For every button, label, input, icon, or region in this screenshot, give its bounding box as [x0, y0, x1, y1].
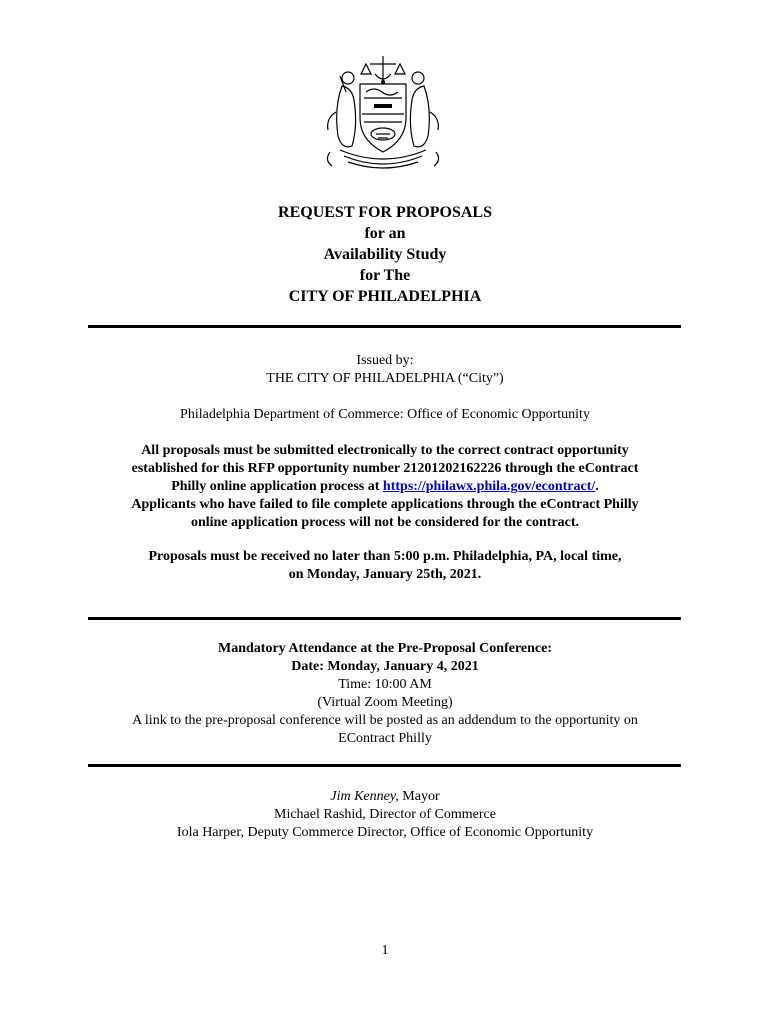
title-line-1: REQUEST FOR PROPOSALS — [278, 204, 492, 221]
conference-block — [40, 640, 730, 748]
submission-line-3 — [40, 478, 730, 496]
department-name: Philadelphia Department of Commerce: Office of Economic Opportunity — [180, 407, 590, 422]
mayor-title: Mayor — [398, 789, 440, 804]
conference-note-1: A link to the pre-proposal conference will be posted as an addendum to the opportunity on — [132, 713, 638, 728]
submission-line-5: online application process will not be considered for the contract. — [190, 515, 580, 530]
conference-time: Time: 10:00 AM — [338, 677, 432, 692]
submission-line-1: All proposals must be submitted electronically to the correct contract opportunity — [141, 443, 629, 458]
submission-line-2: established for this RFP opportunity number 21201202162226 through the eContract — [131, 461, 639, 476]
econtract-link[interactable]: https://philawx.phila.gov/econtract/ — [382, 479, 596, 494]
page-number: 1 — [381, 943, 389, 958]
conference-note-2: EContract Philly — [338, 731, 432, 746]
deputy-line: Iola Harper, Deputy Commerce Director, Office of Economic Opportunity — [176, 825, 594, 840]
title-line-4: for The — [359, 267, 411, 284]
issuer-name: THE CITY OF PHILADELPHIA (“City”) — [266, 371, 504, 386]
title-line-5: CITY OF PHILADELPHIA — [288, 288, 482, 305]
issued-by-label: Issued by: — [356, 353, 414, 368]
submission-line-4: Applicants who have failed to file complete applications through the eContract Philly — [131, 497, 639, 512]
divider-3 — [88, 764, 681, 767]
deadline-line-1: Proposals must be received no later than 5:00 p.m. Philadelphia, PA, local time, — [148, 549, 622, 564]
deadline-line-2: on Monday, January 25th, 2021. — [288, 567, 482, 582]
divider-1 — [88, 325, 681, 328]
submission-line-3-end: . — [595, 479, 599, 494]
divider-2 — [88, 617, 681, 620]
submission-line-3-text: Philly online application process at — [171, 479, 383, 494]
submission-instructions — [40, 442, 730, 532]
mayor-line — [60, 788, 710, 806]
officials-block — [60, 788, 710, 842]
conference-heading: Mandatory Attendance at the Pre-Proposal Conference: — [218, 641, 552, 656]
title-line-3: Availability Study — [323, 246, 447, 263]
title-line-2: for an — [364, 225, 406, 242]
director-line: Michael Rashid, Director of Commerce — [274, 807, 496, 822]
mayor-name: Jim Kenney, — [330, 789, 399, 804]
title-block — [60, 202, 710, 307]
conference-mode: (Virtual Zoom Meeting) — [317, 695, 453, 710]
city-seal-logo — [318, 52, 448, 176]
conference-date: Date: Monday, January 4, 2021 — [291, 659, 479, 674]
